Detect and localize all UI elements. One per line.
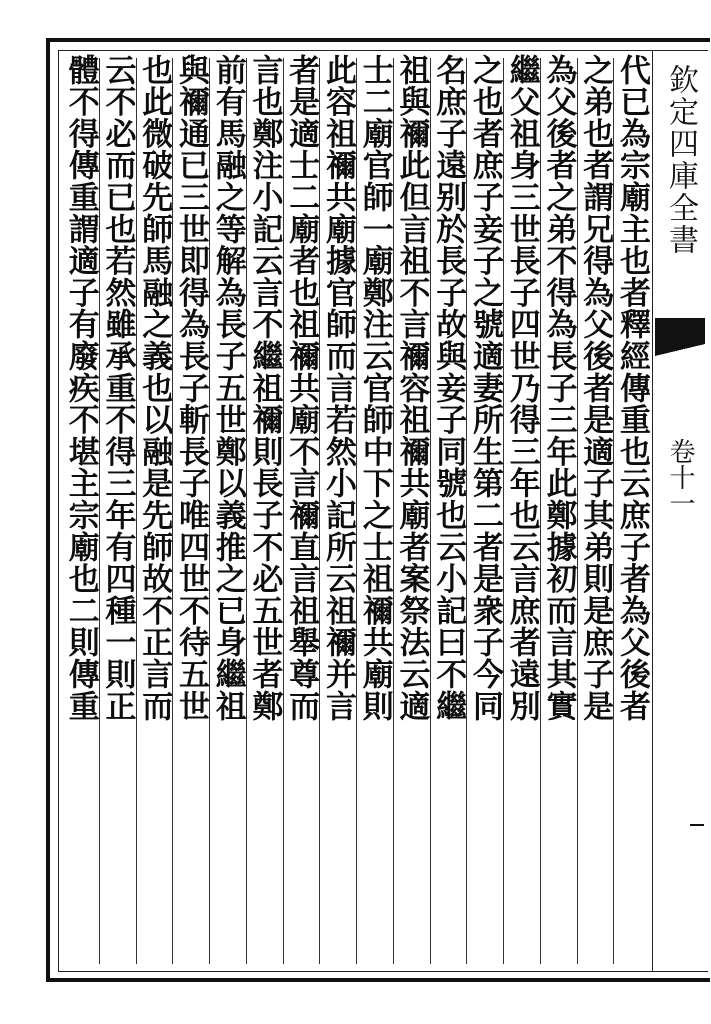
column-rule bbox=[246, 58, 247, 964]
text-column: 祖與禰此但言祖不言禰容祖禰共廟者案祭法云適 bbox=[393, 54, 430, 722]
text-column: 體不得傳重謂適子有廢疾不堪主宗廟也二則傳重 bbox=[62, 54, 99, 722]
text-column: 云不必而已也若然雖承重不得三年有四種一則正 bbox=[99, 54, 136, 722]
text-column: 者是適士二廟者也祖禰共廟不言禰直言祖舉尊而 bbox=[283, 54, 320, 722]
text-column: 為父後者之弟不得為長子三年此鄭據初而言其實 bbox=[540, 54, 577, 722]
text-column: 名庶子遠别於長子故與妾子同號也云小記曰不繼 bbox=[430, 54, 467, 722]
column-rule bbox=[393, 58, 394, 964]
column-rule bbox=[356, 58, 357, 964]
text-column: 代已為宗廟主也者釋經傳重也云庶子者為父後者 bbox=[614, 54, 650, 722]
text-column: 士二廟官師一廟鄭注云官師中下之士祖禰共廟則 bbox=[356, 54, 393, 722]
column-rule bbox=[99, 58, 100, 964]
text-column: 之也者庶子妾子之號適妻所生第二者是衆子今同 bbox=[467, 54, 503, 722]
text-column: 前有馬融之等解為長子五世鄭以義推之已身繼祖 bbox=[209, 54, 246, 722]
column-rule bbox=[172, 58, 173, 964]
margin-volume-number: 卷十一 bbox=[665, 438, 695, 516]
margin-book-title: 欽定四庫全書 bbox=[663, 64, 698, 256]
column-rule bbox=[209, 58, 210, 964]
column-rule bbox=[466, 58, 467, 964]
text-column: 也此微破先師馬融之義也以融是先師故不正言而 bbox=[136, 54, 173, 722]
column-rule bbox=[319, 58, 320, 964]
text-column: 言也鄭注小記云言不繼祖禰則長子不必五世者鄭 bbox=[246, 54, 283, 722]
column-rule bbox=[540, 58, 541, 964]
text-column: 此容祖禰共廟據官師而言若然小記所云祖禰并言 bbox=[320, 54, 356, 722]
margin-tick-mark bbox=[690, 824, 704, 826]
column-rule bbox=[430, 58, 431, 964]
text-body bbox=[62, 54, 650, 968]
column-rule bbox=[136, 58, 137, 964]
text-column: 與禰通已三世即得為長子斬長子唯四世不待五世 bbox=[173, 54, 209, 722]
column-rule bbox=[503, 58, 504, 964]
column-rule bbox=[613, 58, 614, 964]
column-rule bbox=[283, 58, 284, 964]
text-column: 之弟也者謂兄得為父後者是適子其弟則是庶子是 bbox=[577, 54, 614, 722]
column-rule bbox=[577, 58, 578, 964]
text-column: 繼父祖身三世長子四世乃得三年也云言庶者遠別 bbox=[503, 54, 540, 722]
fish-tail-mark bbox=[655, 318, 705, 344]
